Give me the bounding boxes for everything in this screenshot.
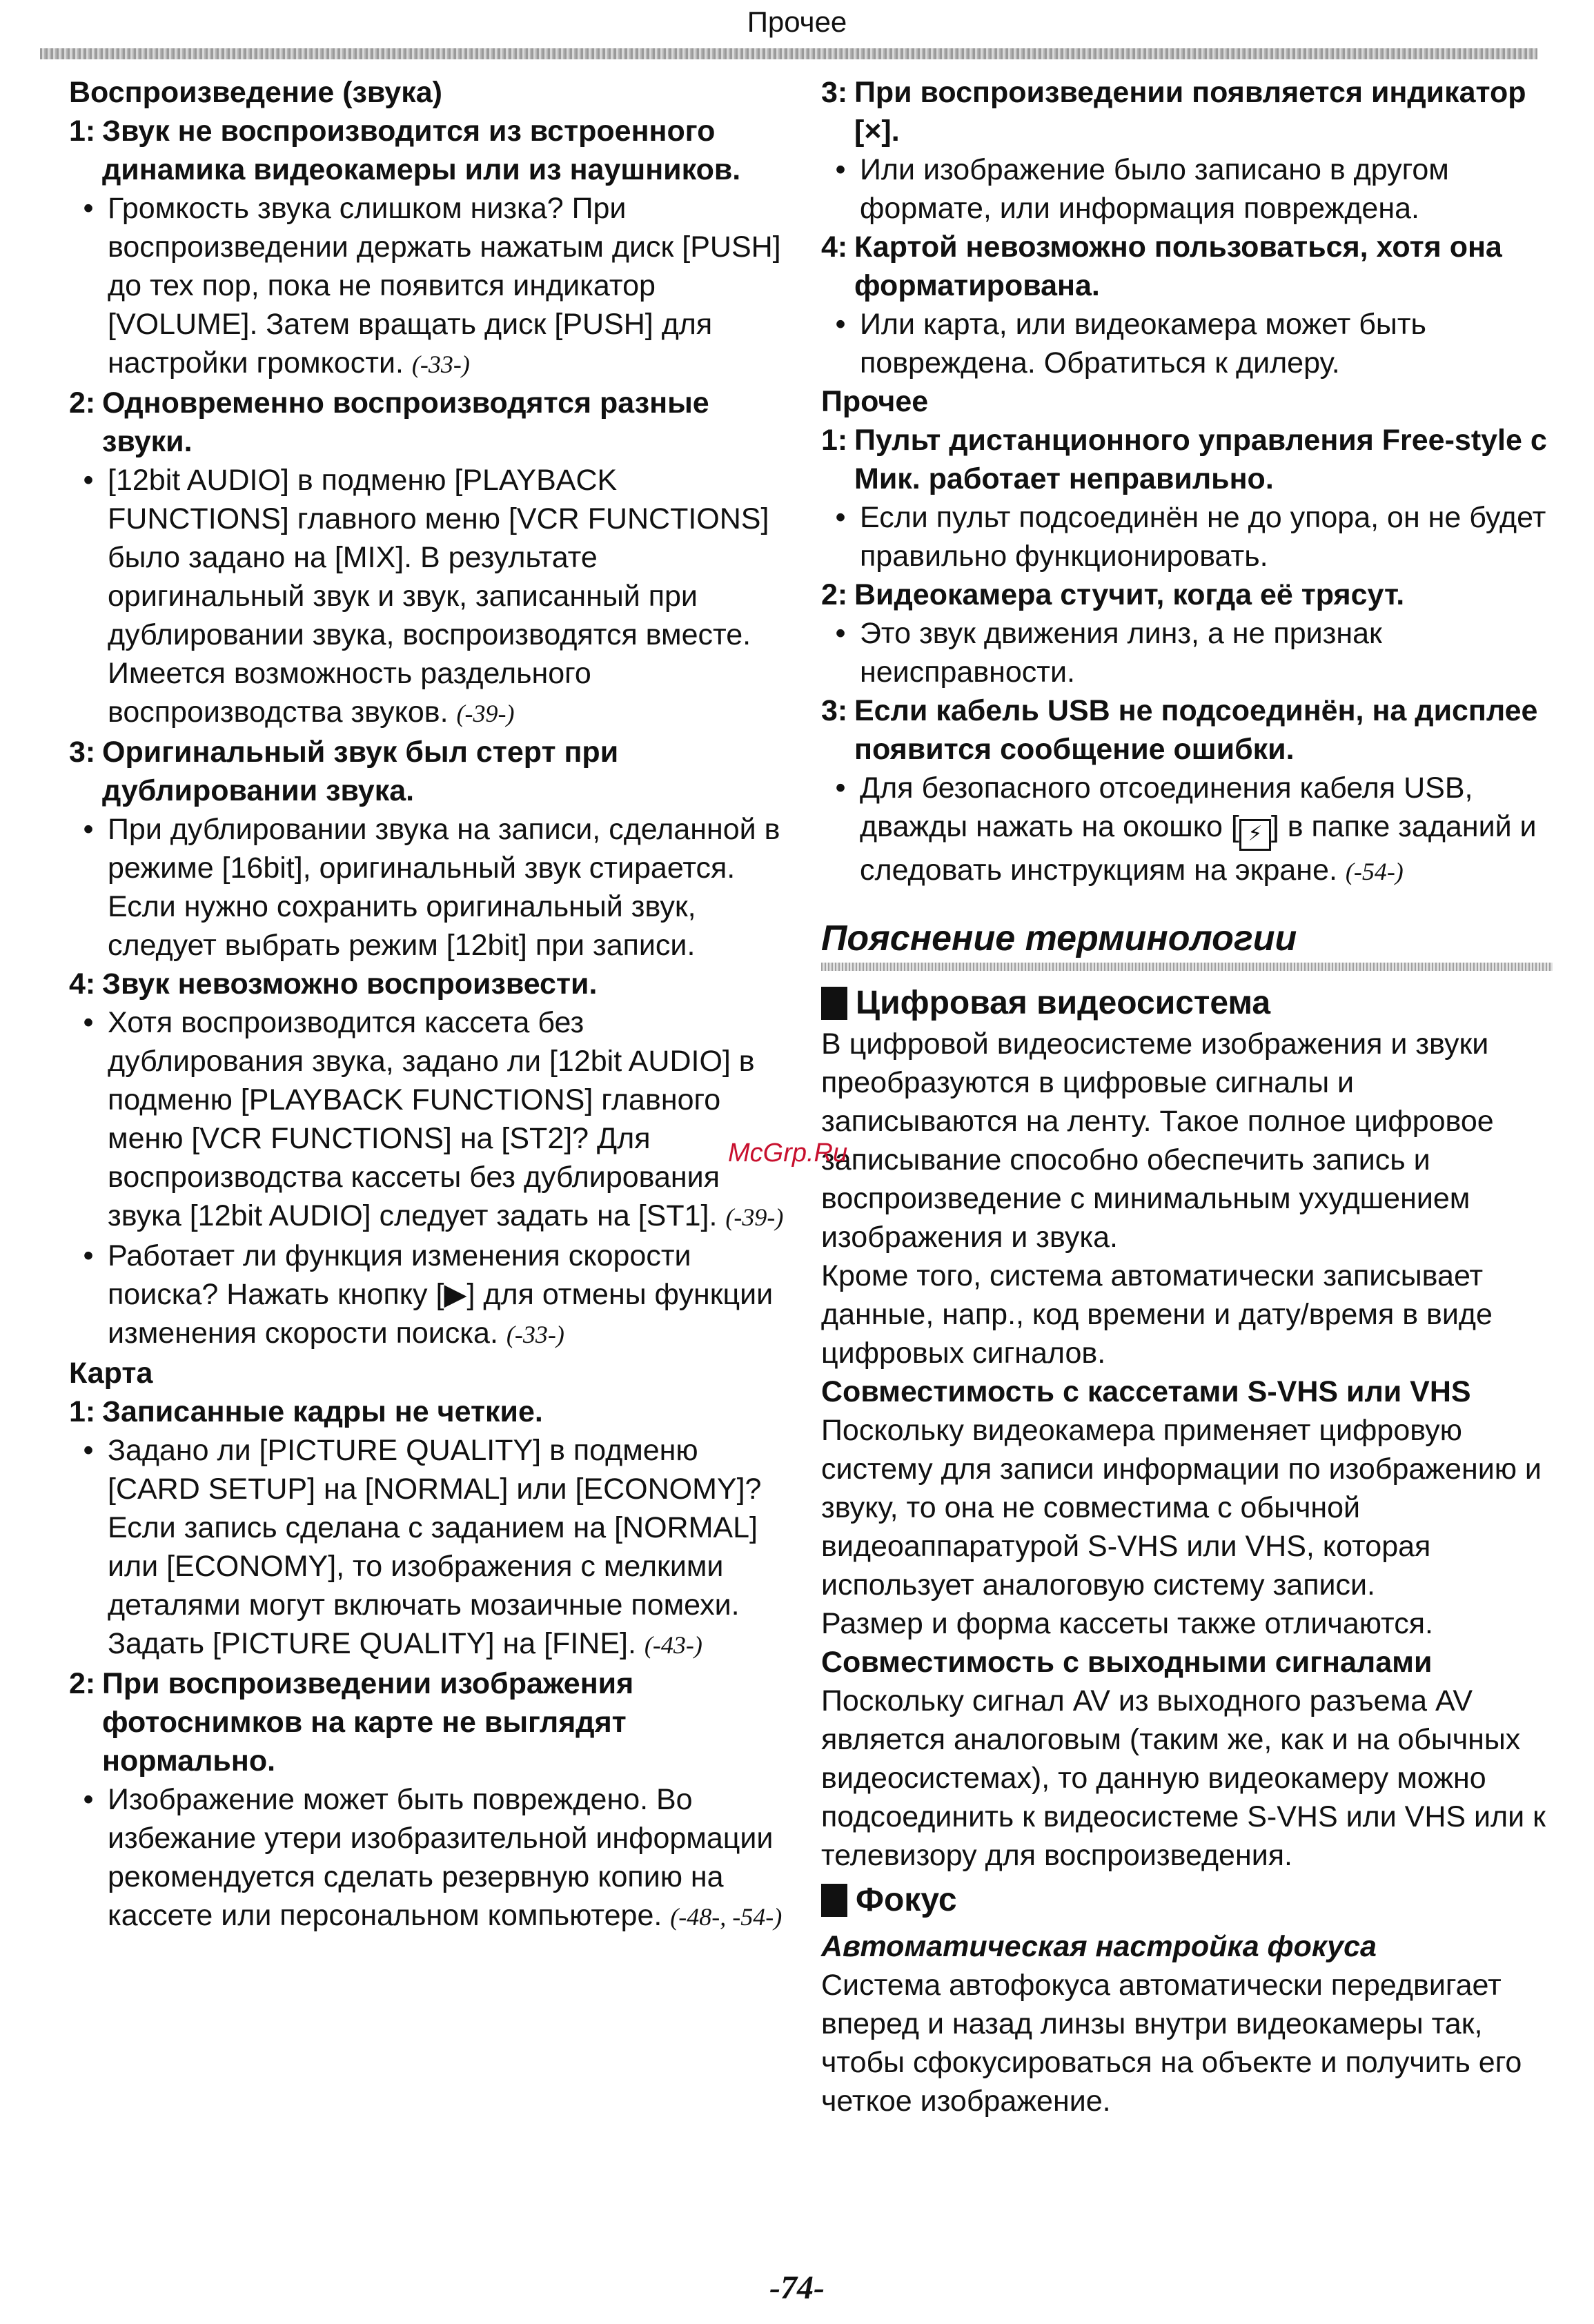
- square-bullet-icon: [821, 1884, 847, 1917]
- bullet-item: • Или изображение было записано в другом формате, или информация повреждена.: [835, 153, 1449, 225]
- question: 2: Одновременно воспроизводятся разные звуки.: [69, 386, 709, 458]
- bullet-item: • Задано ли [PICTURE QUALITY] в подменю [CARD SETUP] на [NORMAL] или [ECONOMY]? Если запись сделана с заданием на [NORMAL] или [ECONOMY], то изображения с мелкими деталями могут включать мозаичные помехи. Задать [PICTURE QUALITY] на [FINE]. (-43-): [83, 1434, 762, 1660]
- header-rule: [40, 48, 1537, 59]
- focus-heading: Фокус: [821, 1879, 1553, 1922]
- page-number: -74-: [769, 2269, 825, 2306]
- compat-vhs-heading: Совместимость с кассетами S-VHS или VHS: [821, 1375, 1471, 1408]
- compat-output-heading: Совместимость с выходными сигналами: [821, 1646, 1433, 1679]
- section-heading-other: Прочее: [821, 385, 929, 418]
- question: 2: Видеокамера стучит, когда её трясут.: [821, 578, 1405, 611]
- question: 1: Пульт дистанционного управления Free-style с Мик. работает неправильно.: [821, 424, 1547, 495]
- paragraph: Поскольку сигнал AV из выходного разъема AV является аналоговым (таким же, как и на обычных видеосистемах), то данную видеокамеру можно подсоединить к видеосистеме S-VHS или VHS или к телевизору для воспроизведения.: [821, 1684, 1546, 1872]
- question: 3: При воспроизведении появляется индикатор [×].: [821, 76, 1526, 148]
- question: 4: Картой невозможно пользоваться, хотя она форматирована.: [821, 230, 1502, 302]
- bullet-item: • Это звук движения линз, а не признак неисправности.: [835, 617, 1382, 689]
- section-heading-sound: Воспроизведение (звука): [69, 76, 442, 109]
- paragraph: Система автофокуса автоматически передвигает вперед и назад линзы внутри видеокамеры так, чтобы сфокусироваться на объекте и получить его четкое изображение.: [821, 1969, 1522, 2118]
- bullet-item: • Изображение может быть повреждено. Во избежание утери изобразительной информации рекомендуется сделать резервную копию на кассете или персональном компьютере. (-48-, -54-): [83, 1783, 783, 1932]
- question: 4: Звук невозможно воспроизвести.: [69, 967, 598, 1001]
- digital-video-heading: Цифровая видеосистема: [821, 982, 1553, 1025]
- square-bullet-icon: [821, 987, 847, 1020]
- page-header: Прочее: [747, 6, 847, 38]
- paragraph: Кроме того, система автоматически записывает данные, напр., код времени и дату/время в виде цифровых сигналов.: [821, 1259, 1493, 1370]
- bullet-item: • Хотя воспроизводится кассета без дублирования звука, задано ли [12bit AUDIO] в подменю [PLAYBACK FUNCTIONS] главного меню [VCR FUNCTIONS] на [ST2]? Для воспроизводства кассеты без дублирования звука [12bit AUDIO] следует задать на [ST1]. (-39-): [83, 1006, 784, 1232]
- section-heading-card: Карта: [69, 1357, 153, 1390]
- terminology-rule: [821, 963, 1553, 971]
- paragraph: Размер и форма кассеты также отличаются.: [821, 1607, 1434, 1640]
- bullet-item: • При дублировании звука на записи, сделанной в режиме [16bit], оригинальный звук стирается. Если нужно сохранить оригинальный звук, следует выбрать режим [12bit] при записи.: [83, 813, 780, 962]
- bullet-item: • Громкость звука слишком низка? При воспроизведении держать нажатым диск [PUSH] до тех пор, пока не появится индикатор [VOLUME]. Затем вращать диск [PUSH] для настройки громкости. (-33-): [83, 192, 781, 380]
- paragraph: В цифровой видеосистеме изображения и звуки преобразуются в цифровые сигналы и записываются на ленту. Такое полное цифровое записывание способно обеспечить запись и воспроизведение с минимальным ухудшением изображения и звука.: [821, 1027, 1494, 1254]
- question: 3: Оригинальный звук был стерт при дублировании звука.: [69, 736, 619, 807]
- bullet-item: • Если пульт подсоединён не до упора, он не будет правильно функционировать.: [835, 501, 1546, 573]
- bullet-item: • [12bit AUDIO] в подменю [PLAYBACK FUNCTIONS] главного меню [VCR FUNCTIONS] было задано на [MIX]. В результате оригинальный звук и звук, записанный при дублировании звука, воспроизводятся вместе. Имеется возможность раздельного воспроизводства звуков. (-39-): [83, 464, 769, 729]
- autofocus-heading: Автоматическая настройка фокуса: [821, 1930, 1377, 1963]
- question: 2: При воспроизведении изображения фотоснимков на карте не выглядят нормально.: [69, 1667, 634, 1778]
- question: 1: Звук не воспроизводится из встроенного динамика видеокамеры или из наушников.: [69, 115, 741, 186]
- safely-remove-hardware-icon: ⚡: [1239, 819, 1271, 851]
- bullet-item: • Или карта, или видеокамера может быть повреждена. Обратиться к дилеру.: [835, 308, 1426, 380]
- paragraph: Поскольку видеокамера применяет цифровую систему для записи информации по изображению и звуку, то она не совместима с обычной видеоаппаратурой S-VHS или VHS, которая использует аналоговую систему записи.: [821, 1414, 1542, 1602]
- bullet-item: • Работает ли функция изменения скорости поиска? Нажать кнопку [▶] для отмены функции изменения скорости поиска. (-33-): [83, 1239, 774, 1350]
- question: 3: Если кабель USB не подсоединён, на дисплее появится сообщение ошибки.: [821, 694, 1538, 766]
- bullet-item: • Для безопасного отсоединения кабеля USB, дважды нажать на окошко [ ⚡ ] в папке заданий и следовать инструкциям на экране. (-54-): [835, 771, 1537, 887]
- watermark: McGrp.Ru: [728, 1139, 848, 1168]
- terminology-title: Пояснение терминологии: [821, 918, 1297, 958]
- right-column: [821, 73, 1553, 2120]
- question: 1: Записанные кадры не четкие.: [69, 1395, 543, 1428]
- left-column: [69, 73, 787, 1936]
